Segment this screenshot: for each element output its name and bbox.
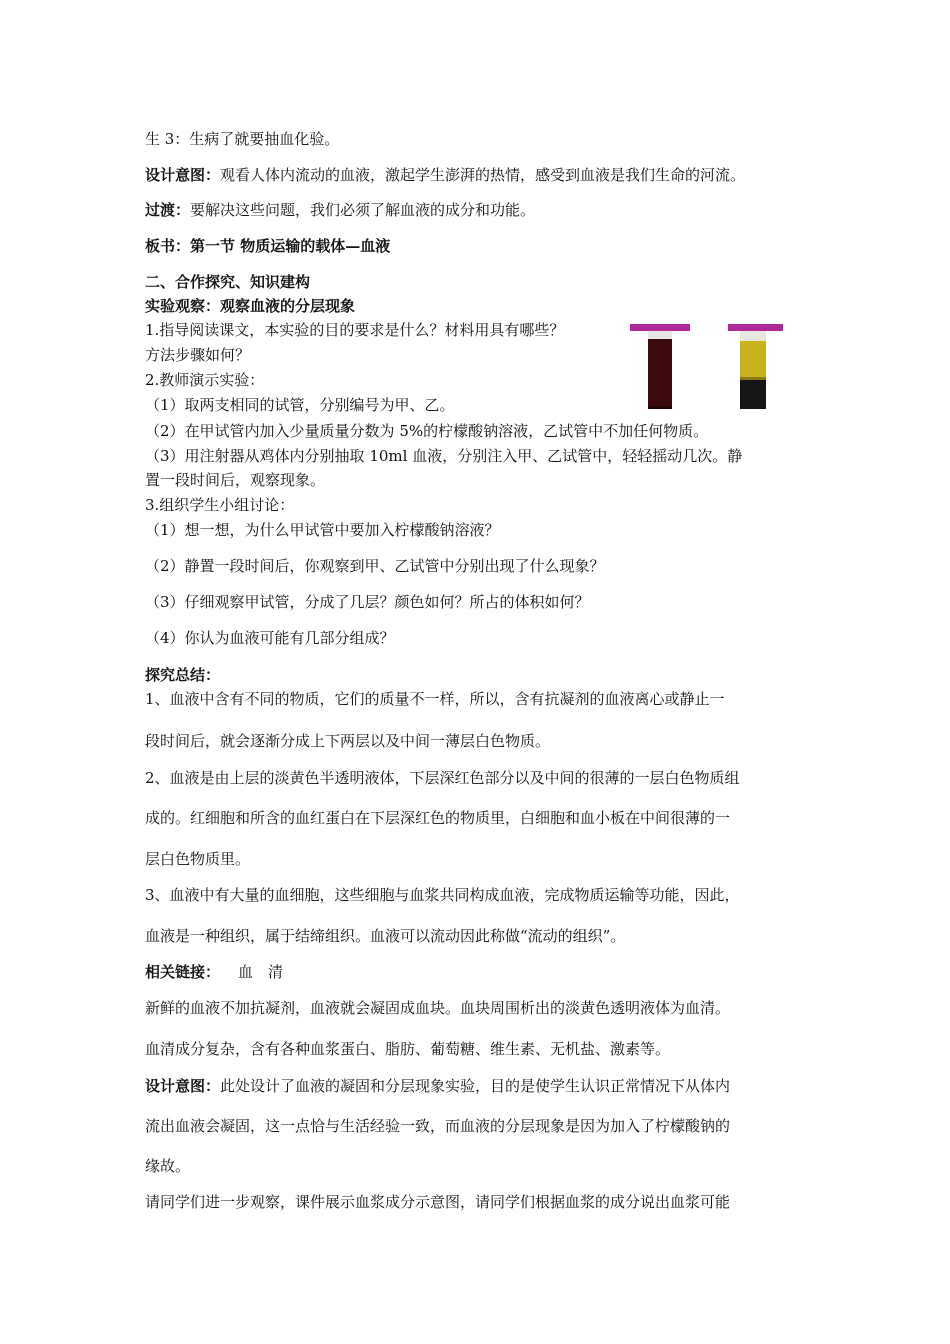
text-line: 3、血液中有大量的血细胞，这些细胞与血浆共同构成血液，完成物质运输等功能，因此， (145, 886, 740, 904)
design-intent-paragraph-2 (145, 1076, 730, 1096)
design-intent-paragraph (145, 165, 745, 185)
text-line: 2.教师演示实验： (145, 371, 265, 389)
text-line: 段时间后，就会逐渐分成上下两层以及中间一薄层白色物质。 (145, 732, 551, 750)
text-line: 流出血液会凝固，这一点恰与生活经验一致，而血液的分层现象是因为加入了柠檬酸钠的 (145, 1117, 731, 1135)
transition-paragraph (145, 200, 535, 220)
text-line: 新鲜的血液不加抗凝剂，血液就会凝固成血块。血块周围析出的淡黄色透明液体为血清。 (145, 999, 731, 1017)
text-line: （4）你认为血液可能有几部分组成？ (145, 629, 395, 647)
text: 血 清 (238, 963, 284, 981)
label: 设计意图： (145, 1077, 221, 1095)
board-heading: 板书：第一节 物质运输的载体—血液 (145, 237, 391, 255)
summary-heading: 探究总结： (145, 666, 221, 684)
text-line: （1）想一想，为什么甲试管中要加入柠檬酸钠溶液？ (145, 521, 500, 539)
text-line: 生 3：生病了就要抽血化验。 (145, 130, 340, 148)
tube-a-cap (630, 324, 690, 331)
text-line: 成的。红细胞和所含的血红蛋白在下层深红色的物质里，白细胞和血小板在中间很薄的一 (145, 809, 731, 827)
label: 设计意图： (145, 166, 221, 184)
tube-a-glass-top (648, 331, 672, 339)
text-line: （2）静置一段时间后，你观察到甲、乙试管中分别出现了什么现象？ (145, 557, 605, 575)
tube-b-bottom (740, 380, 766, 409)
text-line: 3.组织学生小组讨论： (145, 496, 295, 514)
text: 此处设计了血液的凝固和分层现象实验，目的是使学生认识正常情况下从体内 (220, 1077, 731, 1095)
text: 要解决这些问题，我们必须了解血液的成分和功能。 (190, 201, 536, 219)
text-line: 1、血液中含有不同的物质，它们的质量不一样，所以，含有抗凝剂的血液离心或静止一 (145, 690, 725, 708)
related-link-line (145, 962, 283, 982)
label: 相关链接： (145, 963, 221, 981)
tube-b-cap (728, 324, 783, 331)
text-line: 1.指导阅读课文，本实验的目的要求是什么？材料用具有哪些？ (145, 321, 565, 339)
text-line: 请同学们进一步观察，课件展示血浆成分示意图，请同学们根据血浆的成分说出血浆可能 (145, 1193, 731, 1211)
text-line: （3）用注射器从鸡体内分别抽取 10ml 血液，分别注入甲、乙试管中，轻轻摇动几次。静 (145, 447, 743, 465)
tube-b-glass-top (740, 331, 766, 341)
text-line: 层白色物质里。 (145, 850, 251, 868)
text-line: 血清成分复杂，含有各种血浆蛋白、脂肪、葡萄糖、维生素、无机盐、激素等。 (145, 1040, 671, 1058)
text-line: （3）仔细观察甲试管，分成了几层？颜色如何？所占的体积如何？ (145, 593, 590, 611)
section-heading: 二、合作探究、知识建构 (145, 273, 311, 291)
text-line: 缘故。 (145, 1157, 191, 1175)
text-line: 置一段时间后，观察现象。 (145, 471, 326, 489)
tube-a-blood (648, 339, 672, 409)
text-line: 血液是一种组织，属于结缔组织。血液可以流动因此称做“流动的组织”。 (145, 927, 626, 945)
text: 观看人体内流动的血液，激起学生澎湃的热情，感受到血液是我们生命的河流。 (220, 166, 746, 184)
label: 过渡： (145, 201, 191, 219)
test-tubes-illustration (630, 320, 800, 415)
experiment-heading: 实验观察：观察血液的分层现象 (145, 297, 356, 315)
text-line: （2）在甲试管内加入少量质量分数为 5%的柠檬酸钠溶液，乙试管中不加任何物质。 (145, 422, 709, 440)
text-line: 2、血液是由上层的淡黄色半透明液体，下层深红色部分以及中间的很薄的一层白色物质组 (145, 769, 740, 787)
tube-b-serum (740, 341, 766, 377)
text-line: 方法步骤如何？ (145, 346, 251, 364)
text-line: （1）取两支相同的试管，分别编号为甲、乙。 (145, 396, 455, 414)
